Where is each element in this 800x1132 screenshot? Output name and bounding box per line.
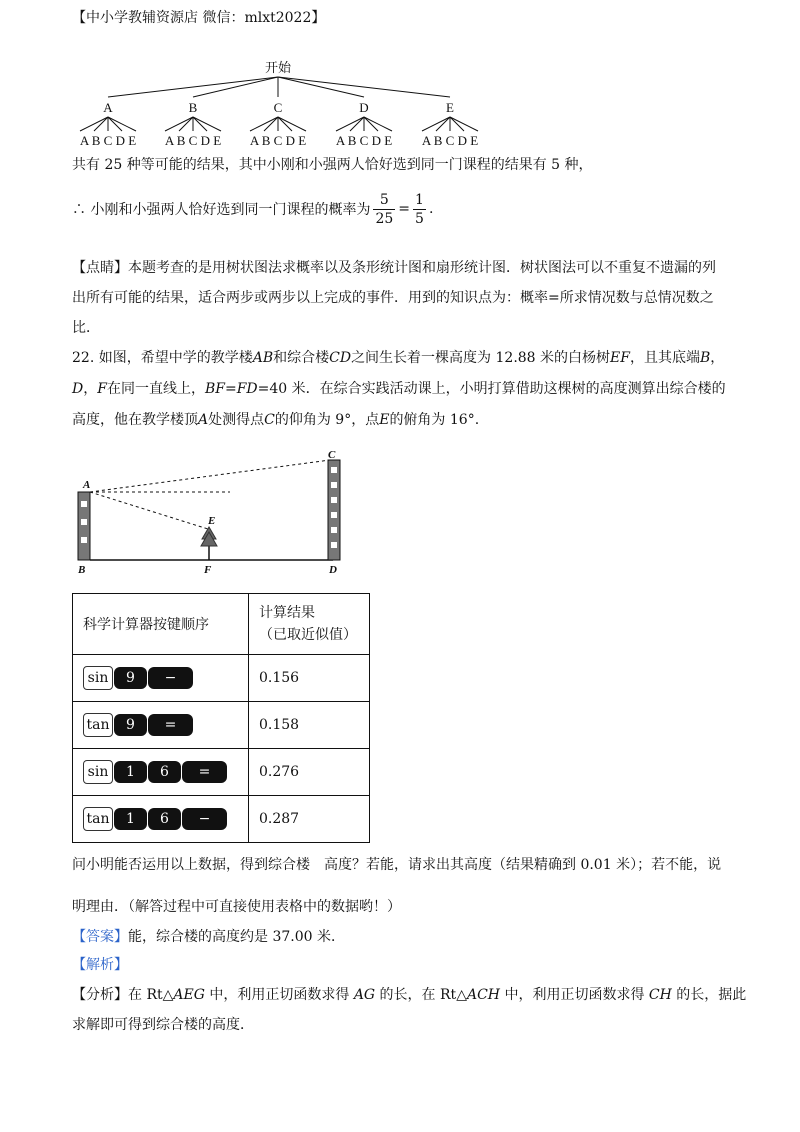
- calc-key: 1: [114, 808, 147, 830]
- tree-node: D: [359, 100, 369, 115]
- analysis-tag: 【解析】: [72, 957, 128, 973]
- analysis-line1: 【分析】在 Rt△AEG 中，利用正切函数求得 AG 的长，在 Rt△ACH 中，利用正切函数求得 CH 的长，据此: [72, 987, 747, 1003]
- table-header-keys: 科学计算器按键顺序: [73, 594, 249, 655]
- fraction-1-5: [413, 191, 426, 228]
- calc-key: −: [182, 808, 227, 830]
- calc-key: tan: [83, 807, 113, 831]
- comment-paragraph: 【点睛】本题考查的是用树状图法求概率以及条形统计图和扇形统计图．树状图法可以不重复不遗漏的列出所有可能的结果，适合两步或两步以上完成的事件．用到的知识点为：概率=所求情况数与总情况数之比．: [72, 260, 716, 336]
- result-cell: 0.276: [249, 749, 370, 796]
- question-line2: 明理由．（解答过程中可直接使用表格中的数据哟！）: [72, 899, 401, 915]
- question-line1: 问小明能否运用以上数据，得到综合楼 高度？若能，请求出其高度（结果精确到 0.01 米）；若不能，说: [72, 857, 722, 873]
- table-row: [73, 796, 370, 843]
- tree-node: C: [273, 100, 283, 115]
- fraction-numerator: 5: [379, 191, 389, 208]
- probability-text: ∴ 小刚和小强两人恰好选到同一门课程的概率为: [72, 202, 371, 218]
- tree-node: B: [188, 100, 198, 115]
- calc-key: sin: [83, 760, 113, 784]
- calc-key: =: [148, 714, 193, 736]
- label-f: F: [204, 564, 212, 576]
- fraction-denominator: 5: [415, 210, 424, 227]
- q22-line1: 22. 如图，希望中学的教学楼AB和综合楼CD之间生长着一棵高度为 12.88 米的白杨树EF，且其底端B，: [72, 350, 725, 366]
- q22-line3: 高度，他在教学楼顶A处测得点C的仰角为 9°，点E的俯角为 16°.: [72, 412, 480, 428]
- fraction-5-25: [373, 191, 395, 228]
- calc-key: sin: [83, 666, 113, 690]
- fraction-denominator: 25: [375, 210, 394, 227]
- analysis-line2: 求解即可得到综合楼的高度．: [72, 1017, 254, 1033]
- answer-text: 能，综合楼的高度约是 37.00 米．: [128, 929, 345, 945]
- table-header-result: 计算结果 （已取近似值）: [249, 594, 370, 655]
- answer-line: [72, 927, 345, 947]
- result-cell: 0.156: [249, 655, 370, 702]
- building-figure: [70, 445, 360, 580]
- calc-key: 9: [114, 667, 147, 689]
- tree-leaves: A B C D E: [164, 133, 222, 148]
- label-b: B: [78, 564, 86, 576]
- answer-tag: 【答案】: [72, 929, 128, 945]
- label-e: E: [208, 515, 216, 527]
- tree-root: 开始: [264, 60, 292, 75]
- probability-line: [72, 184, 433, 234]
- tree-node: A: [103, 100, 113, 115]
- label-c: C: [328, 449, 336, 461]
- tree-leaves: A B C D E: [79, 133, 137, 148]
- calc-key: =: [182, 761, 227, 783]
- q22-line2: D，F在同一直线上，BF=FD=40 米．在综合实践活动课上，小明打算借助这棵树的高度测算出综合楼的: [72, 381, 726, 397]
- result-text: 共有 25 种等可能的结果，其中小刚和小强两人恰好选到同一门课程的结果有 5 种，: [72, 157, 593, 173]
- tree-leaves: A B C D E: [335, 133, 393, 148]
- table-row: [73, 702, 370, 749]
- label-d: D: [329, 564, 337, 576]
- calc-key: 9: [114, 714, 147, 736]
- tree-leaves: A B C D E: [421, 133, 479, 148]
- calc-key: 6: [148, 808, 181, 830]
- calc-key: tan: [83, 713, 113, 737]
- calc-key: −: [148, 667, 193, 689]
- table-row: [73, 749, 370, 796]
- fraction-numerator: 1: [415, 191, 424, 208]
- calc-key: 1: [114, 761, 147, 783]
- period: .: [428, 201, 434, 217]
- calc-key: 6: [148, 761, 181, 783]
- header-text: 【中小学教辅资源店 微信：mlxt2022】: [72, 10, 326, 26]
- tree-leaves: A B C D E: [249, 133, 307, 148]
- result-cell: 0.287: [249, 796, 370, 843]
- equals-sign: =: [398, 201, 411, 217]
- table-row: [73, 655, 370, 702]
- result-cell: 0.158: [249, 702, 370, 749]
- label-a: A: [83, 479, 91, 491]
- calculator-table: [72, 593, 370, 843]
- tree-node: E: [446, 100, 454, 115]
- tree-diagram: [60, 55, 510, 155]
